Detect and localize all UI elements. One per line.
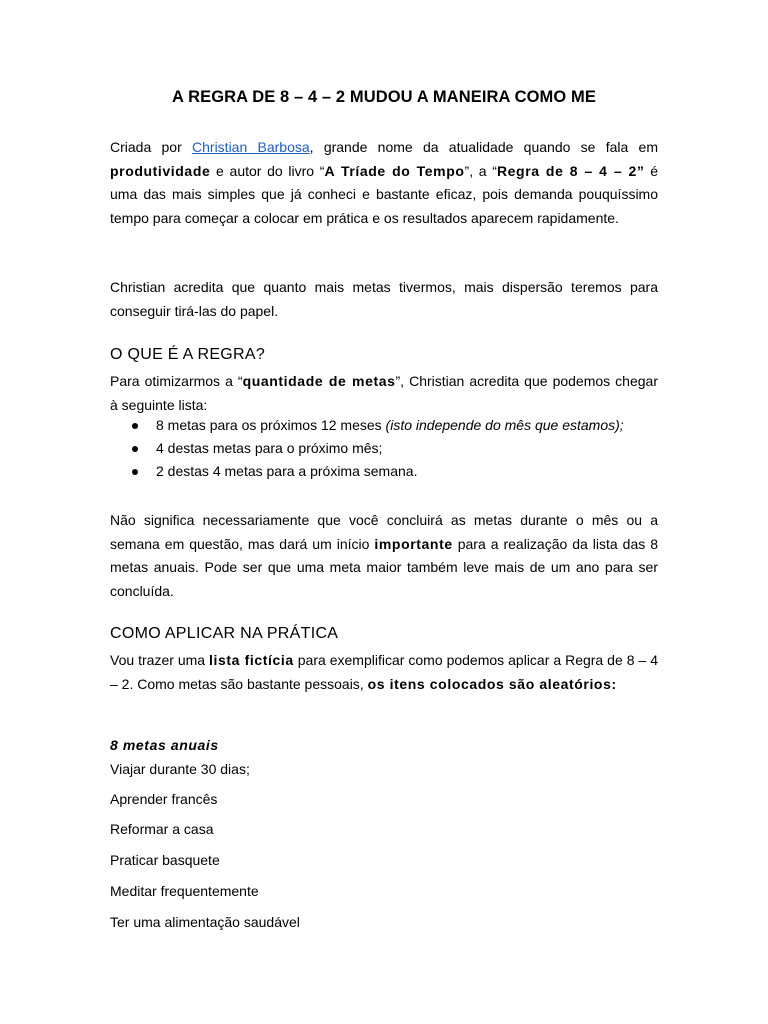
section1-p2-bold: importante — [374, 535, 453, 552]
section1-text-2: ”, Christian acredita que podemos chegar à seguinte lista: — [110, 373, 658, 413]
list-item: Meditar frequentemente — [110, 883, 259, 899]
section2-paragraph — [110, 649, 658, 696]
list-item — [110, 437, 658, 460]
second-paragraph: Christian acredita que quanto mais metas tivermos, mais dispersão teremos para conseguir tirá-las do papel. — [110, 279, 658, 319]
intro-paragraph — [110, 136, 658, 230]
section1-p2-text-2: para a realização da lista das 8 metas anuais. Pode ser que uma meta maior também leve mais de um ano para ser concluída. — [110, 535, 658, 599]
document-title: A REGRA DE 8 – 4 – 2 MUDOU A MANEIRA COMO ME — [172, 88, 596, 106]
bullet-icon — [132, 446, 138, 452]
section2-text-1: Vou trazer uma — [110, 652, 210, 668]
intro-text-1: Criada por — [110, 139, 193, 155]
section2-bold-list: lista fictícia — [209, 652, 294, 668]
list-item: Praticar basquete — [110, 852, 220, 868]
intro-text-3: e autor do livro “ — [210, 162, 325, 179]
list-item — [110, 414, 658, 437]
section2-text-2: para exemplificar como podemos aplicar a Regra de 8 – 4 – 2. Como metas são bastante pessoais, — [110, 652, 658, 692]
intro-text-4: ”, a “ — [464, 162, 497, 179]
section1-paragraph-2 — [110, 509, 658, 603]
section2-bold-random: os itens colocados são aleatórios: — [367, 675, 617, 692]
section1-p2-text-1: Não significa necessariamente que você concluirá as metas durante o mês ou a semana em questão, mas dará um início — [110, 512, 658, 552]
list-item: Reformar a casa — [110, 821, 214, 837]
rule-bullet-list — [110, 414, 658, 483]
list-item — [110, 460, 658, 483]
list-item: Viajar durante 30 dias; — [110, 761, 250, 777]
list-item: Aprender francês — [110, 791, 218, 807]
intro-bold-rule: Regra de 8 – 4 – 2” — [496, 162, 645, 179]
bullet-icon — [132, 423, 138, 429]
section-heading-how: COMO APLICAR NA PRÁTICA — [110, 625, 339, 642]
author-link[interactable]: Christian Barbosa — [192, 139, 310, 155]
intro-text-5: é uma das mais simples que já conheci e bastante eficaz, pois demanda pouquíssimo tempo para começar a colocar em prática e os resultados aparecem rapidamente. — [110, 162, 658, 226]
bullet-text: 4 destas metas para o próximo mês; — [156, 440, 383, 456]
section1-intro — [110, 370, 658, 417]
bullet-text: 2 destas 4 metas para a próxima semana. — [156, 463, 418, 479]
section1-text-1: Para otimizarmos a “ — [110, 373, 243, 389]
list-item: Ter uma alimentação saudável — [110, 914, 300, 930]
intro-bold-book: A Tríade do Tempo — [324, 162, 465, 179]
section1-bold: quantidade de metas — [242, 373, 396, 389]
intro-text-2: , grande nome da atualidade quando se fala em — [309, 139, 658, 155]
bullet-italic: (isto independe do mês que estamos); — [385, 417, 624, 433]
bullet-icon — [132, 469, 138, 475]
bullet-text: 8 metas para os próximos 12 meses — [156, 417, 386, 433]
section-heading-what: O QUE É A REGRA? — [110, 346, 266, 363]
intro-bold-productivity: produtividade — [110, 162, 211, 179]
annual-goals-heading: 8 metas anuais — [110, 737, 219, 753]
